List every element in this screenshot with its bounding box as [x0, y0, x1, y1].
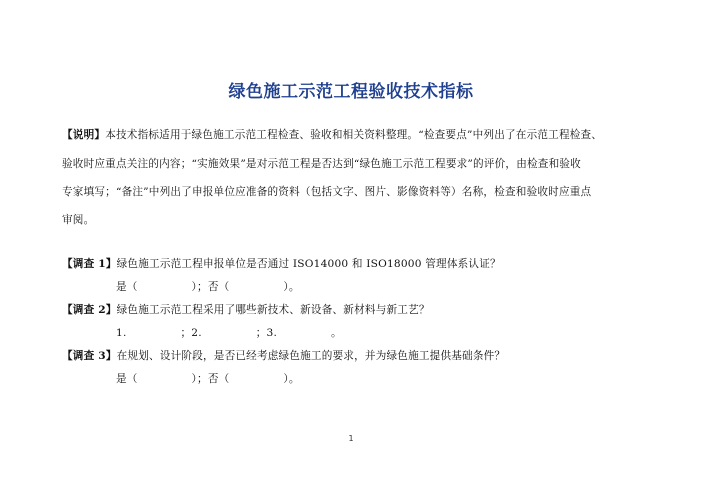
- survey-3-answer: 是（ ）；否（ ）。: [116, 373, 300, 385]
- survey-3-label: 【调查 3】: [62, 350, 117, 362]
- intro-line-4: 审阅。: [62, 214, 95, 226]
- survey-1-question-text: 绿色施工示范工程申报单位是否通过 ISO14000 和 ISO18000 管理体系认证？: [116, 258, 501, 270]
- survey-2-question-text: 绿色施工示范工程采用了哪些新技术、新设备、新材料与新工艺？: [116, 304, 430, 316]
- survey-1-label: 【调查 1】: [62, 258, 117, 270]
- survey-2-answer: 1. ；2. ；3. 。: [116, 327, 342, 339]
- intro-line-1: [62, 128, 602, 142]
- document-title: 绿色施工示范工程验收技术指标: [228, 82, 474, 102]
- survey-1-answer: 是（ ）；否（ ）。: [116, 281, 300, 293]
- intro-label: 【说明】: [62, 129, 106, 141]
- intro-line-2: 验收时应重点关注的内容；“实施效果”是对示范工程是否达到“绿色施工示范工程要求”的评价，由检查和验收: [62, 158, 581, 170]
- survey-3-question: [62, 349, 505, 363]
- intro-line-3: 专家填写；“备注”中列出了申报单位应准备的资料（包括文字、图片、影像资料等）名称，检查和验收时应重点: [62, 186, 592, 198]
- survey-1-question: [62, 257, 501, 271]
- page-number: 1: [348, 434, 354, 443]
- survey-2-label: 【调查 2】: [62, 304, 117, 316]
- survey-2-question: [62, 303, 430, 317]
- survey-3-question-text: 在规划、设计阶段，是否已经考虑绿色施工的要求，并为绿色施工提供基础条件？: [116, 350, 506, 362]
- intro-text: 本技术指标适用于绿色施工示范工程检查、验收和相关资料整理。“检查要点”中列出了在示范工程检查、: [105, 129, 603, 141]
